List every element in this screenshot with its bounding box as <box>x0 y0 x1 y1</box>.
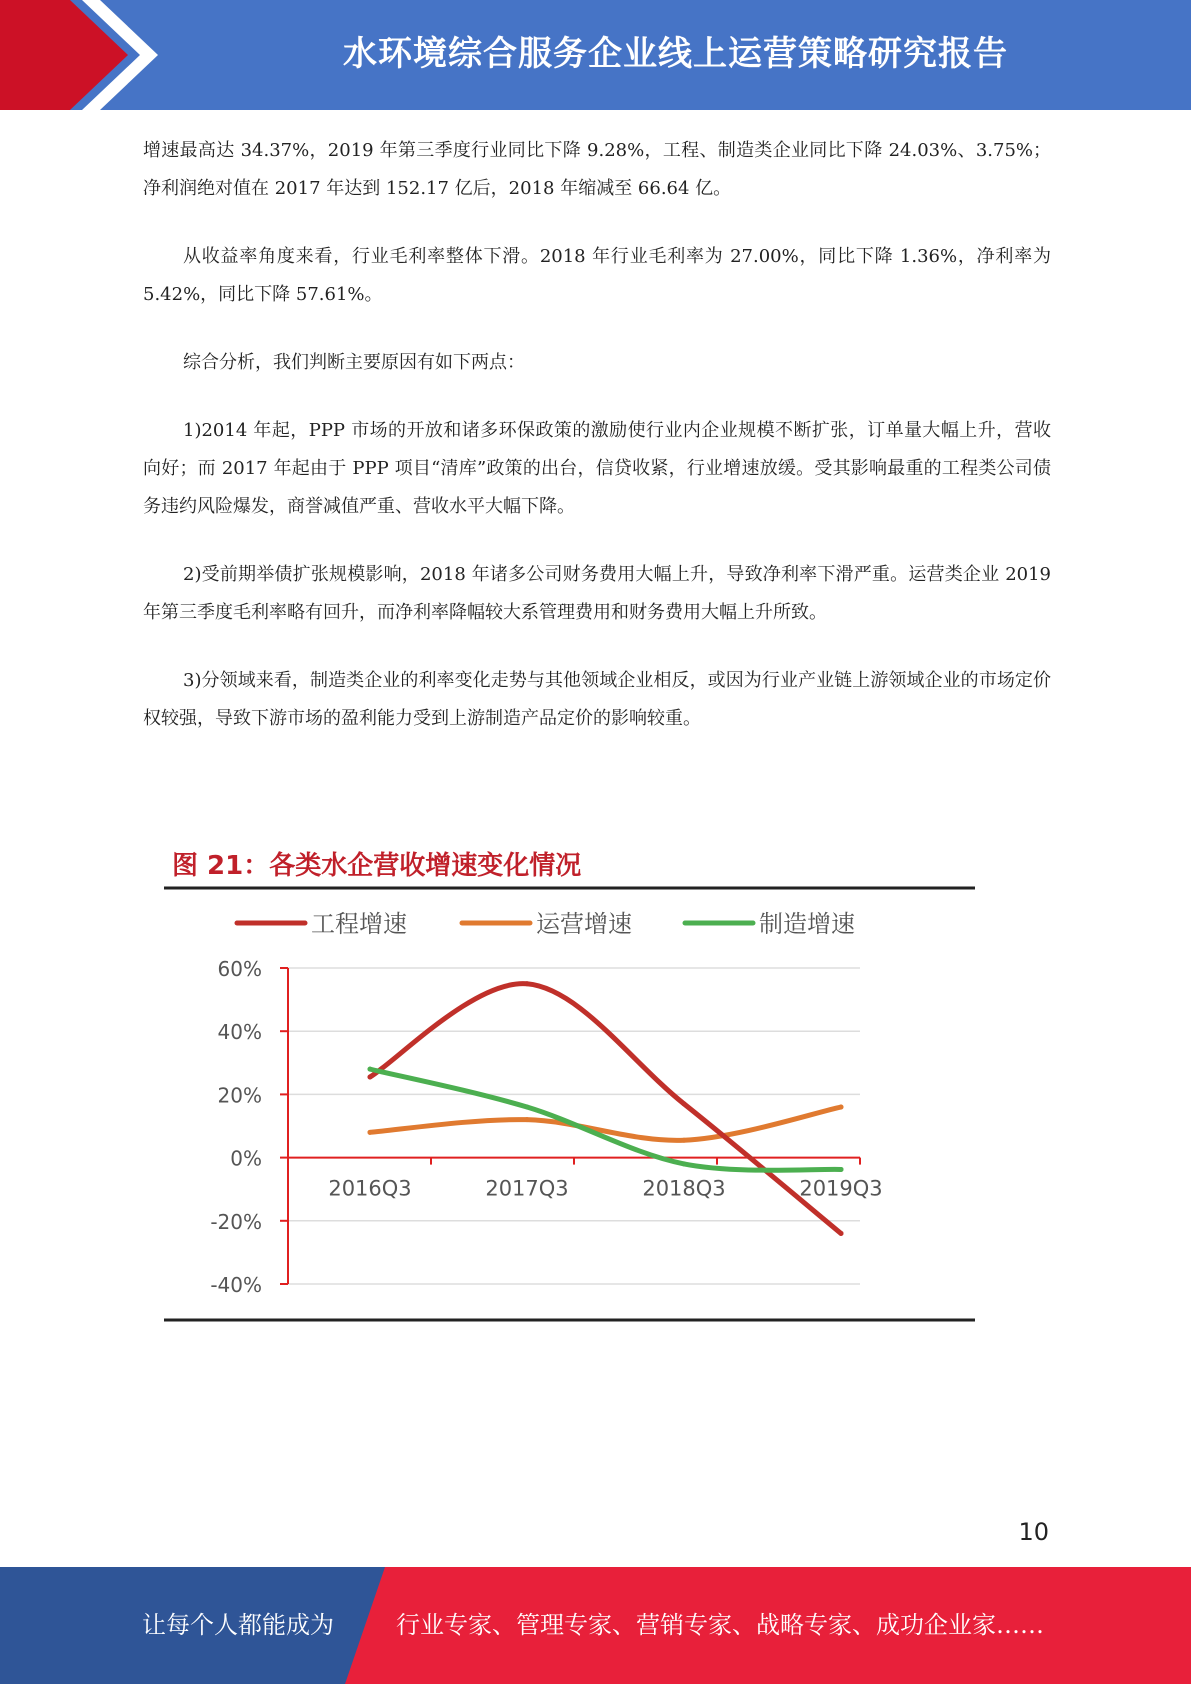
chart-title: 图 21：各类水企营收增速变化情况 <box>172 851 582 881</box>
x-tick-label-1: 2017Q3 <box>485 1176 569 1201</box>
series-0-point-1 <box>525 981 530 986</box>
x-tick-label-2: 2018Q3 <box>642 1176 726 1201</box>
body-text <box>143 132 1051 768</box>
report-title: 水环境综合服务企业线上运营策略研究报告 <box>343 34 1008 74</box>
page-header <box>0 0 1191 110</box>
series-0-point-0 <box>368 1075 373 1080</box>
series-line-2 <box>370 1069 841 1170</box>
paragraph-5: 2)受前期举债扩张规模影响，2018 年诸多公司财务费用大幅上升，导致净利率下滑严重。运营类企业 2019 年第三季度毛利率略有回升，而净利率降幅较大系管理费用和财务费用大幅上升所致。 <box>143 564 1051 623</box>
paragraph-6: 3)分领域来看，制造类企业的利率变化走势与其他领域企业相反，或因为行业产业链上游领域企业的市场定价权较强，导致下游市场的盈利能力受到上游制造产品定价的影响较重。 <box>143 670 1051 729</box>
series-1-point-1 <box>525 1117 530 1122</box>
series-2-point-2 <box>682 1161 687 1166</box>
paragraph-3: 综合分析，我们判断主要原因有如下两点： <box>183 352 525 373</box>
y-tick-label-4: -20% <box>210 1209 262 1234</box>
series-1-point-2 <box>682 1138 687 1143</box>
y-tick-label-1: 40% <box>217 1020 262 1045</box>
x-tick-label-0: 2016Q3 <box>328 1176 412 1201</box>
series-2-point-0 <box>368 1067 373 1072</box>
footer-slogan-right: 行业专家、管理专家、营销专家、战略专家、成功企业家…… <box>396 1611 1044 1639</box>
series-line-0 <box>370 984 841 1234</box>
series-2-point-3 <box>839 1167 844 1172</box>
figure-21-chart <box>160 838 980 1328</box>
series-1-point-3 <box>839 1105 844 1110</box>
y-tick-label-5: -40% <box>210 1273 262 1297</box>
series-0-point-3 <box>839 1231 844 1236</box>
legend-label-2: 制造增速 <box>759 910 855 938</box>
y-tick-label-2: 20% <box>217 1083 262 1108</box>
legend-label-0: 工程增速 <box>311 910 407 938</box>
y-tick-label-3: 0% <box>230 1146 262 1171</box>
series-0-point-2 <box>682 1101 687 1106</box>
paragraph-2: 从收益率角度来看，行业毛利率整体下滑。2018 年行业毛利率为 27.00%，同比下降 1.36%，净利率为 5.42%，同比下降 57.61%。 <box>143 246 1051 305</box>
paragraph-1: 增速最高达 34.37%，2019 年第三季度行业同比下降 9.28%，工程、制造类企业同比下降 24.03%、3.75%；净利润绝对值在 2017 年达到 152.17 亿后，2018 年缩减至 66.64 亿。 <box>143 140 1051 199</box>
series-1-point-0 <box>368 1130 373 1135</box>
header-arrow-decoration <box>0 0 160 110</box>
paragraph-4: 1)2014 年起，PPP 市场的开放和诸多环保政策的激励使行业内企业规模不断扩张，订单量大幅上升，营收向好；而 2017 年起由于 PPP 项目“清库”政策的出台，信贷收紧，行业增速放缓。受其影响最重的工程类公司债务违约风险爆发，商誉减值严重、营收水平大幅下降。 <box>143 420 1051 517</box>
page-number: 10 <box>1018 1518 1049 1546</box>
legend-label-1: 运营增速 <box>536 910 632 938</box>
y-tick-label-0: 60% <box>217 957 262 981</box>
chart-svg <box>160 838 980 1328</box>
x-tick-label-3: 2019Q3 <box>799 1176 883 1201</box>
page-footer <box>0 1567 1191 1684</box>
footer-slogan-left: 让每个人都能成为 <box>142 1611 334 1639</box>
series-2-point-1 <box>525 1105 530 1110</box>
